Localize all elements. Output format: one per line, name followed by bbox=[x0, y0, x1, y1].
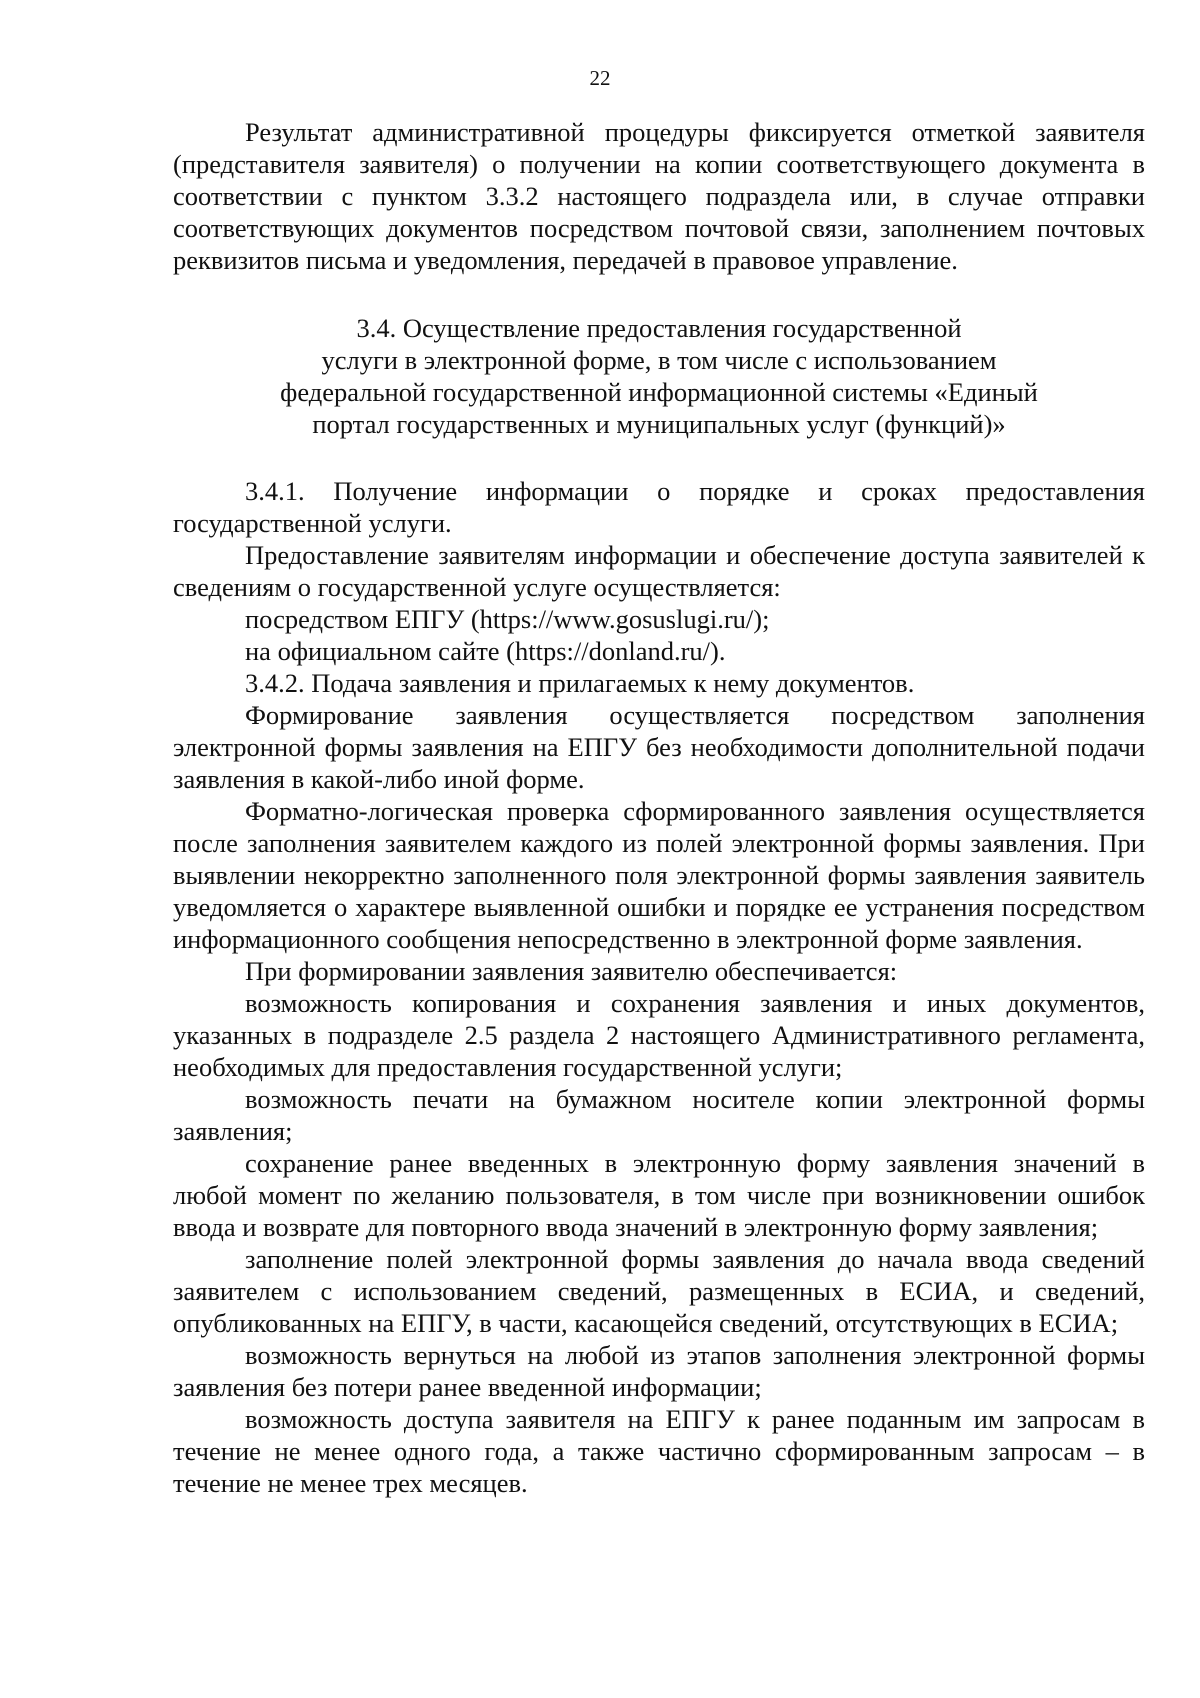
paragraph: заполнение полей электронной формы заявления до начала ввода сведений заявителем с использованием сведений, размещенных в ЕСИА, и сведений, опубликованных на ЕПГУ, в части, касающейся сведений, отсутствующих в ЕСИА; bbox=[173, 1244, 1145, 1338]
paragraph: 3.4.2. Подача заявления и прилагаемых к нему документов. bbox=[245, 668, 915, 698]
heading-line: 3.4. Осуществление предоставления государственной bbox=[356, 313, 962, 343]
paragraph: возможность копирования и сохранения заявления и иных документов, указанных в подразделе 2.5 раздела 2 настоящего Административного регламента, необходимых для предоставления государственной услуги; bbox=[173, 988, 1145, 1082]
paragraph: сохранение ранее введенных в электронную форму заявления значений в любой момент по желанию пользователя, в том числе при возникновении ошибок ввода и возврате для повторного ввода значений в электронную форму заявления; bbox=[173, 1148, 1145, 1242]
paragraph: возможность вернуться на любой из этапов заполнения электронной формы заявления без потери ранее введенной информации; bbox=[173, 1340, 1145, 1402]
paragraph: на официальном сайте (https://donland.ru/). bbox=[245, 636, 726, 666]
heading-line: услуги в электронной форме, в том числе с использованием bbox=[321, 345, 997, 375]
paragraph: возможность печати на бумажном носителе копии электронной формы заявления; bbox=[173, 1084, 1145, 1146]
heading-line: федеральной государственной информационной системы «Единый bbox=[280, 377, 1038, 407]
document-body bbox=[173, 116, 1145, 1499]
paragraph: 3.4.1. Получение информации о порядке и сроках предоставления государственной услуги. bbox=[173, 476, 1145, 538]
page-number: 22 bbox=[589, 66, 611, 90]
paragraph: Предоставление заявителям информации и обеспечение доступа заявителей к сведениям о государственной услуге осуществляется: bbox=[173, 540, 1145, 602]
heading-line: портал государственных и муниципальных услуг (функций)» bbox=[312, 409, 1006, 439]
paragraph: Форматно-логическая проверка сформированного заявления осуществляется после заполнения заявителем каждого из полей электронной формы заявления. При выявлении некорректно заполненного поля электронной формы заявления заявитель уведомляется о характере выявленной ошибки и порядке ее устранения посредством информационного сообщения непосредственно в электронной форме заявления. bbox=[173, 796, 1145, 954]
paragraph: посредством ЕПГУ (https://www.gosuslugi.ru/); bbox=[245, 604, 770, 634]
paragraph: Формирование заявления осуществляется посредством заполнения электронной формы заявления на ЕПГУ без необходимости дополнительной подачи заявления в какой-либо иной форме. bbox=[173, 700, 1145, 794]
paragraph: возможность доступа заявителя на ЕПГУ к ранее поданным им запросам в течение не менее одного года, а также частично сформированным запросам – в течение не менее трех месяцев. bbox=[173, 1404, 1145, 1498]
section-heading bbox=[173, 312, 1145, 440]
paragraph: При формировании заявления заявителю обеспечивается: bbox=[245, 956, 898, 986]
paragraph-result: Результат административной процедуры фиксируется отметкой заявителя (представителя заявителя) о получении на копии соответствующего документа в соответствии с пунктом 3.3.2 настоящего подраздела или, в случае отправки соответствующих документов посредством почтовой связи, заполнением почтовых реквизитов письма и уведомления, передачей в правовое управление. bbox=[173, 117, 1145, 275]
